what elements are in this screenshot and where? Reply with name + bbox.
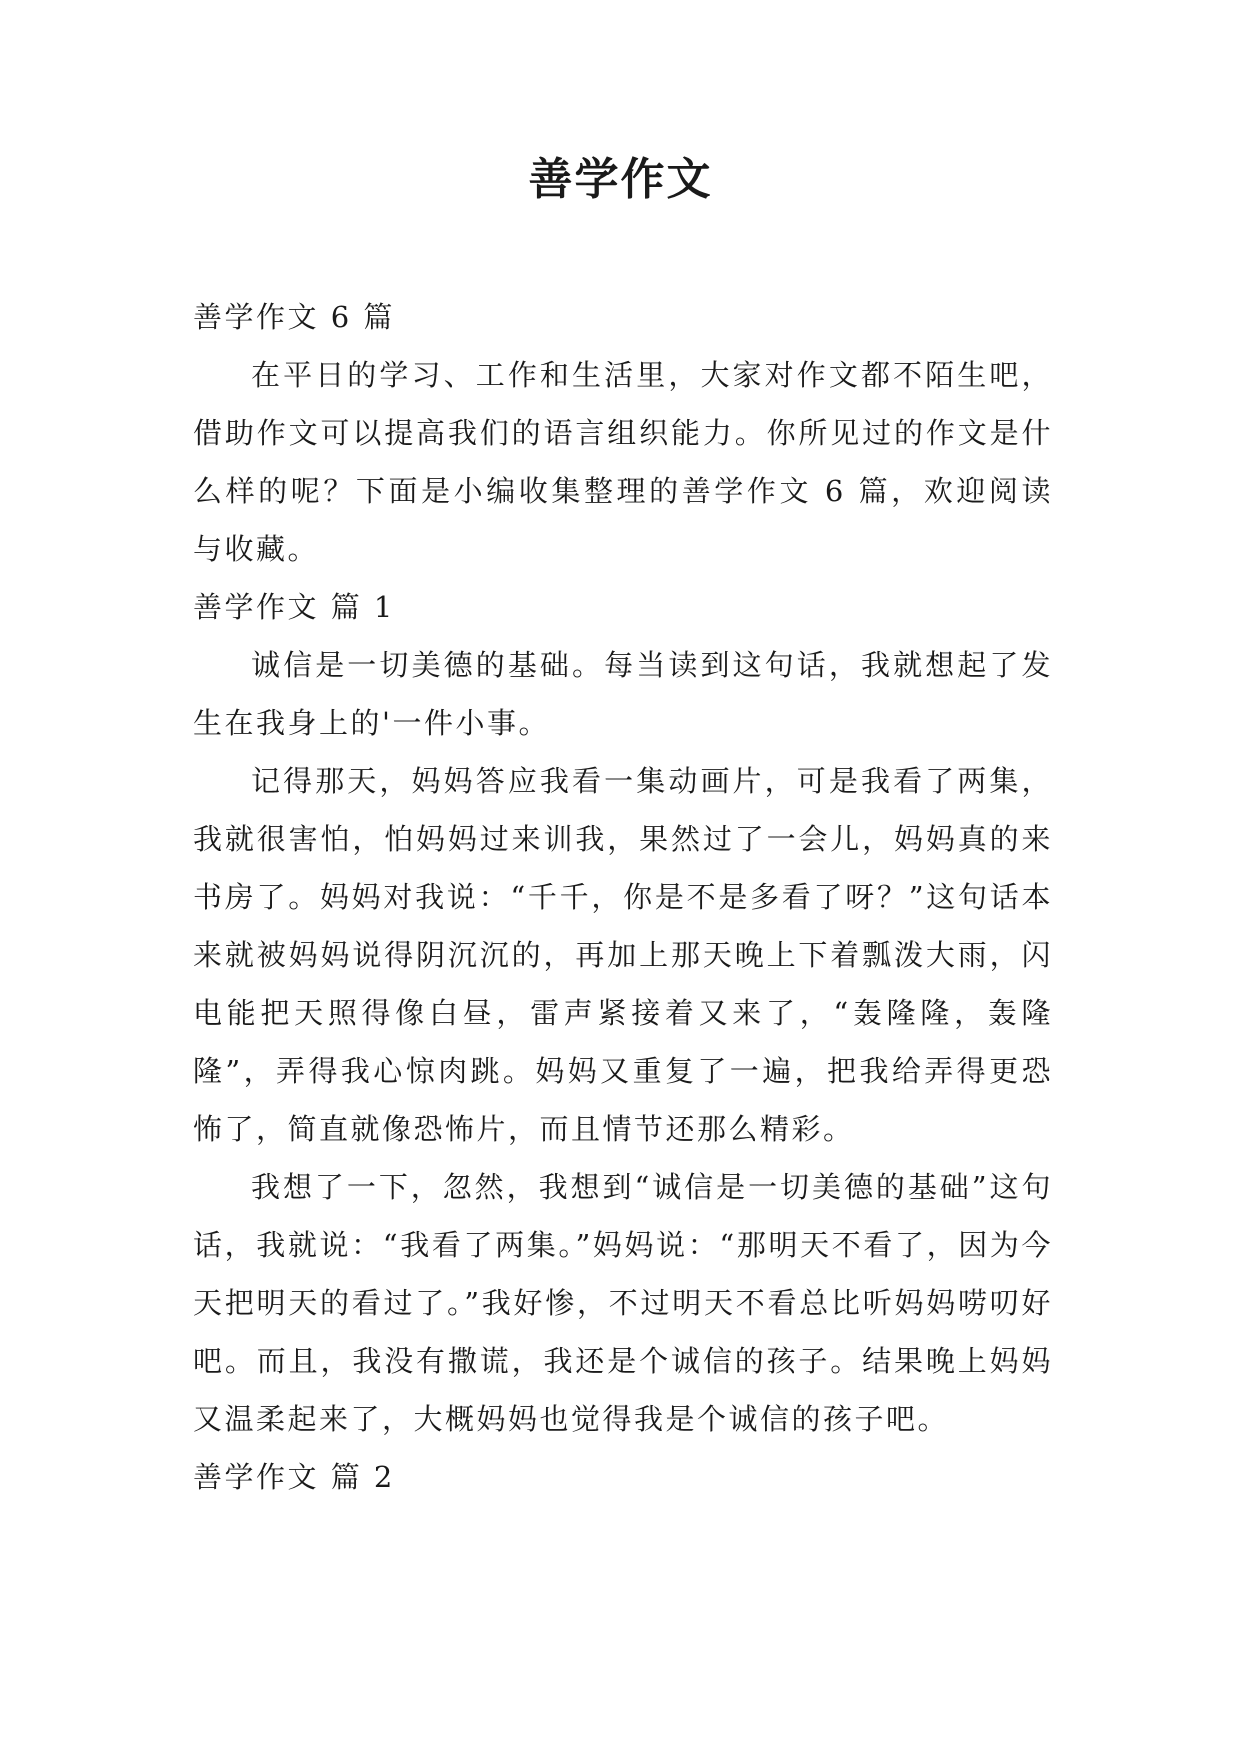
section-1-paragraph-2: 记得那天，妈妈答应我看一集动画片，可是我看了两集，我就很害怕，怕妈妈过来训我，果然过了一会儿，妈妈真的来书房了。妈妈对我说：“千千，你是不是多看了呀？”这句话本来就被妈妈说得阴沉沉的，再加上那天晚上下着瓢泼大雨，闪电能把天照得像白昼，雷声紧接着又来了，“轰隆隆，轰隆隆”，弄得我心惊肉跳。妈妈又重复了一遍，把我给弄得更恐怖了，简直就像恐怖片，而且情节还那么精彩。	[193, 764, 1053, 1146]
document-subtitle: 善学作文 6 篇	[193, 300, 395, 334]
section-2-heading: 善学作文 篇 2	[193, 1460, 395, 1494]
intro-paragraph: 在平日的学习、工作和生活里，大家对作文都不陌生吧，借助作文可以提高我们的语言组织能力。你所见过的作文是什么样的呢？下面是小编收集整理的善学作文 6 篇，欢迎阅读与收藏。	[193, 358, 1053, 566]
document-body	[193, 288, 1053, 1506]
section-1-paragraph-1: 诚信是一切美德的基础。每当读到这句话，我就想起了发生在我身上的'一件小事。	[193, 648, 1053, 740]
section-1-heading: 善学作文 篇 1	[193, 590, 395, 624]
document-title: 善学作文	[528, 154, 713, 205]
section-1-paragraph-3: 我想了一下，忽然，我想到“诚信是一切美德的基础”这句话，我就说：“我看了两集。”妈妈说：“那明天不看了，因为今天把明天的看过了。”我好惨，不过明天不看总比听妈妈唠叨好吧。而且，我没有撒谎，我还是个诚信的孩子。结果晚上妈妈又温柔起来了，大概妈妈也觉得我是个诚信的孩子吧。	[193, 1170, 1053, 1436]
